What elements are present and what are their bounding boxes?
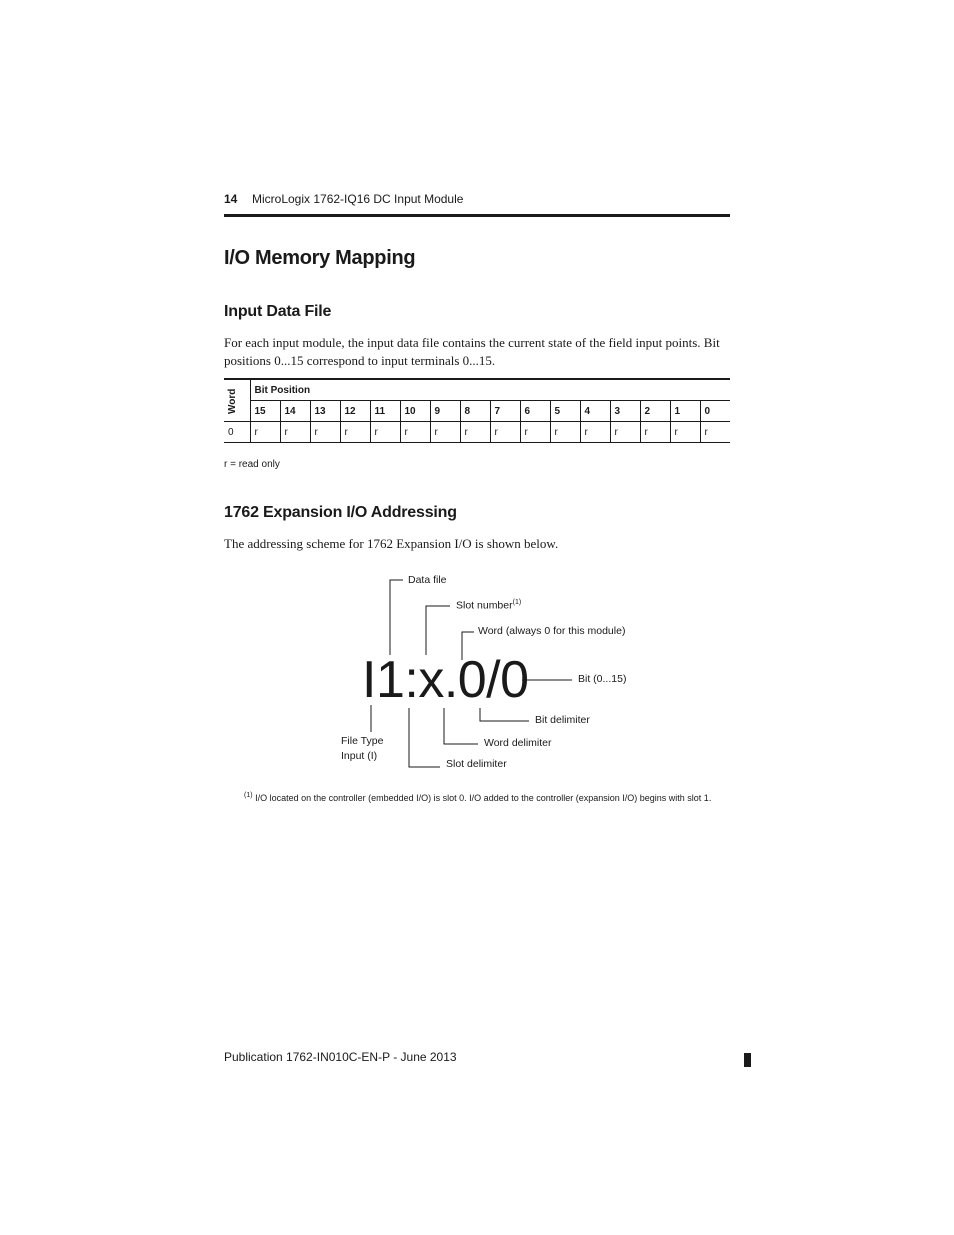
label-slot-number-text: Slot number xyxy=(456,599,513,612)
page-number: 14 xyxy=(224,192,238,206)
label-file-type: File Type xyxy=(341,735,384,747)
bit-value-cell: r xyxy=(670,422,700,443)
expansion-addressing-heading: 1762 Expansion I/O Addressing xyxy=(224,504,457,521)
read-only-note: r = read only xyxy=(224,459,280,470)
bit-label-cell: 6 xyxy=(520,401,550,422)
bit-value-cell: r xyxy=(370,422,400,443)
bit-value-cell: r xyxy=(580,422,610,443)
word-value-cell: 0 xyxy=(224,422,250,443)
bit-label-cell: 14 xyxy=(280,401,310,422)
label-word-delimiter: Word delimiter xyxy=(484,737,552,749)
bit-label-cell: 7 xyxy=(490,401,520,422)
bit-label-cell: 9 xyxy=(430,401,460,422)
bit-label-cell: 10 xyxy=(400,401,430,422)
label-bit-delimiter: Bit delimiter xyxy=(535,714,590,726)
bit-label-cell: 3 xyxy=(610,401,640,422)
bit-label-cell: 13 xyxy=(310,401,340,422)
footnote-mark: (1) xyxy=(244,792,253,799)
bit-value-cell: r xyxy=(610,422,640,443)
bit-label-cell: 15 xyxy=(250,401,280,422)
address-example: I1:x.0/0 xyxy=(362,651,529,709)
bit-value-cell: r xyxy=(250,422,280,443)
running-header-title: MicroLogix 1762-IQ16 DC Input Module xyxy=(252,192,464,206)
bit-value-cell: r xyxy=(310,422,340,443)
bit-value-cell: r xyxy=(640,422,670,443)
bit-label-cell: 8 xyxy=(460,401,490,422)
publication-footer: Publication 1762-IN010C-EN-P - June 2013 xyxy=(224,1050,457,1064)
bit-value-cell: r xyxy=(280,422,310,443)
bit-value-cell: r xyxy=(490,422,520,443)
expansion-addressing-paragraph: The addressing scheme for 1762 Expansion I/O is shown below. xyxy=(224,536,559,551)
footnote-text: I/O located on the controller (embedded I/O) is slot 0. I/O added to the controller (expansion I/O) begins with slot 1. xyxy=(255,793,712,803)
bit-label-cell: 5 xyxy=(550,401,580,422)
bit-value-cell: r xyxy=(550,422,580,443)
label-slot-number-footnote-ref: (1) xyxy=(512,599,522,606)
bit-label-cell: 2 xyxy=(640,401,670,422)
bit-label-cell: 12 xyxy=(340,401,370,422)
section-title: I/O Memory Mapping xyxy=(224,247,416,269)
bit-value-cell: r xyxy=(340,422,370,443)
bit-value-cell: r xyxy=(460,422,490,443)
bit-value-cell: r xyxy=(700,422,730,443)
page-edge-marker xyxy=(744,1053,751,1067)
label-word: Word (always 0 for this module) xyxy=(478,625,626,637)
bit-value-cell: r xyxy=(430,422,460,443)
label-slot-delimiter: Slot delimiter xyxy=(446,758,507,770)
bit-label-cell: 0 xyxy=(700,401,730,422)
label-data-file: Data file xyxy=(408,574,447,586)
bit-position-header: Bit Position xyxy=(250,379,730,401)
input-data-file-heading: Input Data File xyxy=(224,303,332,320)
bit-value-cell: r xyxy=(400,422,430,443)
label-file-type-input: Input (I) xyxy=(341,750,378,762)
input-data-file-paragraph: For each input module, the input data file contains the current state of the field input points. Bit positions 0...15 correspond to input terminals 0...15. xyxy=(224,335,720,368)
bit-label-cell: 11 xyxy=(370,401,400,422)
bit-label-cell: 4 xyxy=(580,401,610,422)
bit-label-cell: 1 xyxy=(670,401,700,422)
label-bit: Bit (0...15) xyxy=(578,673,627,685)
bit-value-cell: r xyxy=(520,422,550,443)
word-header: Word xyxy=(227,388,238,414)
label-slot-number xyxy=(456,599,521,612)
footnote xyxy=(244,792,711,803)
